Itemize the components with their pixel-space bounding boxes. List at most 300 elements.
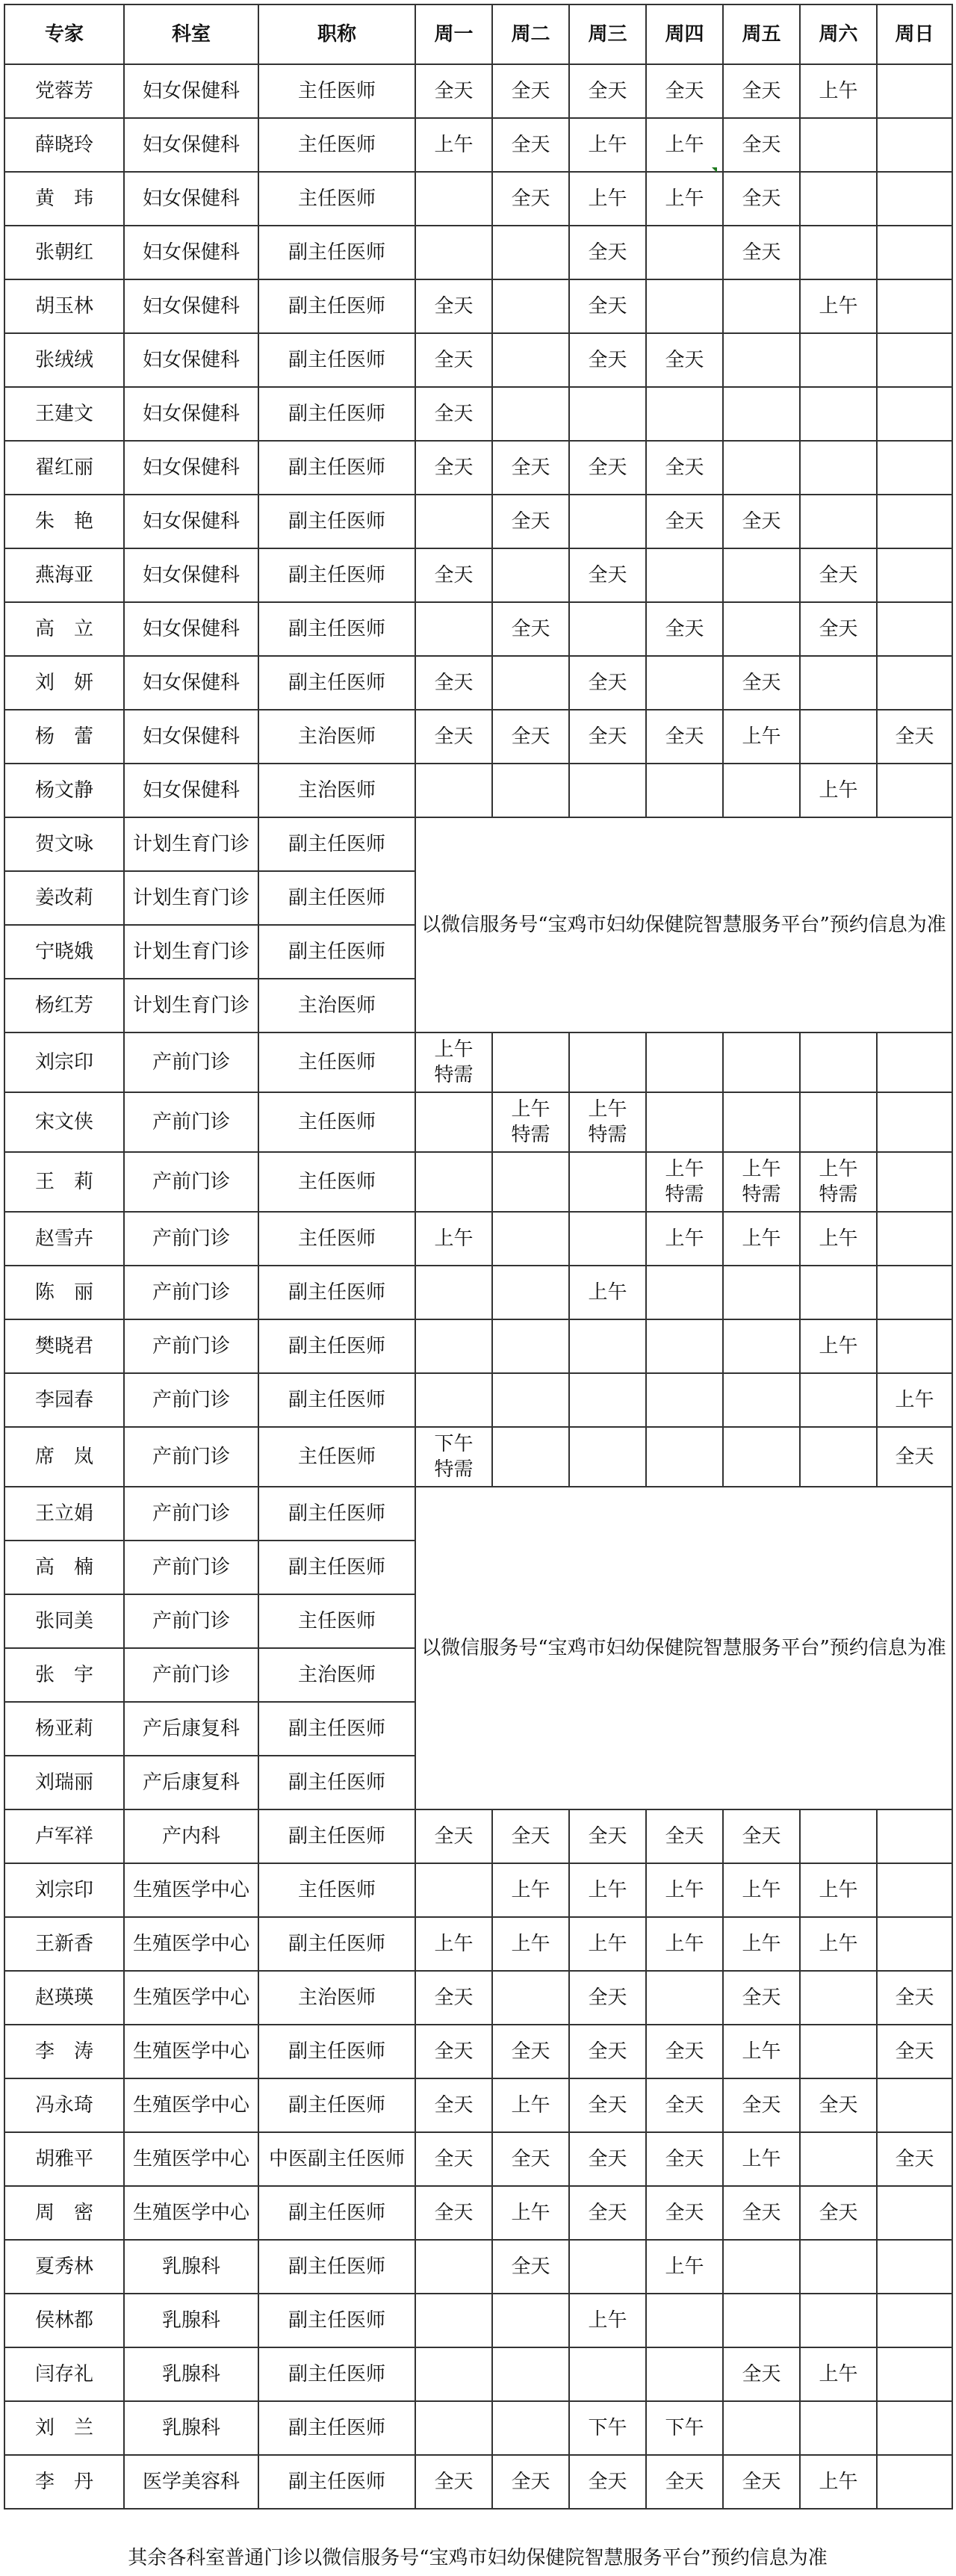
schedule-cell-tue: 全天: [492, 64, 569, 118]
schedule-cell-mon: 全天: [415, 1971, 492, 2025]
professional-title: 副主任医师: [258, 2401, 415, 2455]
schedule-cell-mon: [415, 1032, 492, 1092]
schedule-cell-thu: 全天: [646, 1809, 723, 1863]
professional-title: 主治医师: [258, 1648, 415, 1702]
table-row: [4, 2078, 952, 2132]
schedule-cell-sat: [800, 1373, 877, 1427]
schedule-cell-mon: 全天: [415, 710, 492, 764]
session-label: 上午: [588, 1098, 627, 1121]
schedule-cell-mon: 全天: [415, 1809, 492, 1863]
schedule-cell-tue: 全天: [492, 441, 569, 495]
department: 生殖医学中心: [124, 2025, 258, 2078]
schedule-cell-wed: 全天: [569, 2132, 646, 2186]
schedule-cell-tue: [492, 764, 569, 817]
department: 产前门诊: [124, 1427, 258, 1487]
schedule-cell-sun: [877, 64, 952, 118]
schedule-cell-tue: [492, 1032, 569, 1092]
professional-title: 主任医师: [258, 64, 415, 118]
expert-name: 姜改莉: [4, 871, 124, 925]
schedule-cell-mon: [415, 1152, 492, 1212]
department: 产前门诊: [124, 1594, 258, 1648]
schedule-cell-sun: [877, 2347, 952, 2401]
schedule-cell-mon: 全天: [415, 441, 492, 495]
schedule-cell-sat: 全天: [800, 602, 877, 656]
schedule-cell-sun: [877, 2078, 952, 2132]
schedule-cell-thu: 全天: [646, 2186, 723, 2240]
expert-name: 卢军祥: [4, 1809, 124, 1863]
schedule-cell-tue: 全天: [492, 2240, 569, 2294]
department: 生殖医学中心: [124, 2186, 258, 2240]
department: 产内科: [124, 1809, 258, 1863]
schedule-cell-thu: 上午: [646, 2240, 723, 2294]
professional-title: 副主任医师: [258, 2455, 415, 2509]
table-row: [4, 1917, 952, 1971]
schedule-cell-sat: [800, 387, 877, 441]
schedule-cell-wed: 上午: [569, 1863, 646, 1917]
schedule-cell-thu: 上午: [646, 1917, 723, 1971]
schedule-cell-tue: 全天: [492, 1809, 569, 1863]
schedule-cell-sun: [877, 441, 952, 495]
schedule-cell-wed: [569, 1373, 646, 1427]
special-clinic-label: 特需: [434, 1064, 474, 1086]
schedule-cell-sat: [800, 1092, 877, 1152]
schedule-cell-sun: 上午: [877, 1373, 952, 1427]
table-row: [4, 441, 952, 495]
department: 产前门诊: [124, 1212, 258, 1266]
schedule-cell-tue: 上午: [492, 1917, 569, 1971]
schedule-cell-fri: 全天: [723, 118, 800, 172]
professional-title: 副主任医师: [258, 602, 415, 656]
schedule-cell-thu: [646, 1427, 723, 1487]
schedule-cell-thu: 上午: [646, 172, 723, 226]
booking-notice: 以微信服务号“宝鸡市妇幼保健院智慧服务平台”预约信息为准: [415, 1487, 952, 1809]
table-row: [4, 2240, 952, 2294]
schedule-cell-thu: [646, 1266, 723, 1319]
schedule-cell-sun: [877, 2240, 952, 2294]
table-row: [4, 548, 952, 602]
expert-name: 张同美: [4, 1594, 124, 1648]
session-label: 上午: [819, 1158, 858, 1180]
schedule-cell-thu: [646, 1971, 723, 2025]
schedule-cell-fri: [723, 1152, 800, 1212]
schedule-cell-tue: 全天: [492, 2455, 569, 2509]
expert-name: 刘宗印: [4, 1032, 124, 1092]
schedule-cell-sun: [877, 1212, 952, 1266]
professional-title: 副主任医师: [258, 2186, 415, 2240]
expert-name: 刘瑞丽: [4, 1756, 124, 1809]
schedule-cell-sat: [800, 2401, 877, 2455]
expert-name: 赵雪卉: [4, 1212, 124, 1266]
schedule-cell-wed: 上午: [569, 1917, 646, 1971]
header-sunday: 周日: [877, 4, 952, 64]
professional-title: 副主任医师: [258, 333, 415, 387]
professional-title: 副主任医师: [258, 656, 415, 710]
schedule-cell-fri: [723, 1092, 800, 1152]
schedule-cell-sun: [877, 1266, 952, 1319]
schedule-cell-fri: 全天: [723, 495, 800, 548]
schedule-cell-sun: [877, 548, 952, 602]
schedule-cell-tue: 全天: [492, 602, 569, 656]
professional-title: 主治医师: [258, 979, 415, 1032]
schedule-cell-wed: [569, 1212, 646, 1266]
professional-title: 副主任医师: [258, 871, 415, 925]
professional-title: 副主任医师: [258, 1266, 415, 1319]
schedule-cell-thu: [646, 387, 723, 441]
professional-title: 副主任医师: [258, 2347, 415, 2401]
schedule-cell-sat: [800, 172, 877, 226]
special-clinic-label: 特需: [819, 1183, 858, 1206]
schedule-cell-mon: 全天: [415, 2078, 492, 2132]
schedule-cell-thu: [646, 2294, 723, 2347]
expert-name: 王立娟: [4, 1487, 124, 1541]
professional-title: 副主任医师: [258, 387, 415, 441]
schedule-cell-fri: 全天: [723, 226, 800, 279]
professional-title: 副主任医师: [258, 279, 415, 333]
schedule-cell-sat: [800, 1266, 877, 1319]
schedule-cell-tue: [492, 1319, 569, 1373]
schedule-cell-sun: [877, 333, 952, 387]
schedule-cell-wed: [569, 1427, 646, 1487]
schedule-cell-mon: 全天: [415, 548, 492, 602]
schedule-cell-mon: [415, 764, 492, 817]
table-row: [4, 1152, 952, 1212]
schedule-cell-mon: [415, 1427, 492, 1487]
department: 生殖医学中心: [124, 1971, 258, 2025]
schedule-cell-sun: [877, 2294, 952, 2347]
schedule-cell-sun: [877, 764, 952, 817]
schedule-cell-sat: [800, 2294, 877, 2347]
schedule-cell-tue: 全天: [492, 710, 569, 764]
schedule-cell-wed: 下午: [569, 2401, 646, 2455]
department: 产前门诊: [124, 1266, 258, 1319]
header-friday: 周五: [723, 4, 800, 64]
schedule-cell-sat: [800, 1152, 877, 1212]
expert-name: 胡玉林: [4, 279, 124, 333]
schedule-cell-wed: 全天: [569, 279, 646, 333]
expert-name: 胡雅平: [4, 2132, 124, 2186]
department: 妇女保健科: [124, 710, 258, 764]
department: 产后康复科: [124, 1756, 258, 1809]
schedule-cell-tue: [492, 1092, 569, 1152]
schedule-cell-fri: [723, 2240, 800, 2294]
professional-title: 副主任医师: [258, 1319, 415, 1373]
schedule-cell-wed: [569, 495, 646, 548]
schedule-cell-tue: [492, 1971, 569, 2025]
professional-title: 副主任医师: [258, 1702, 415, 1756]
schedule-cell-wed: 全天: [569, 710, 646, 764]
header-department: 科室: [124, 4, 258, 64]
table-row: [4, 2401, 952, 2455]
schedule-cell-mon: 全天: [415, 387, 492, 441]
expert-name: 宁晓娥: [4, 925, 124, 979]
header-saturday: 周六: [800, 4, 877, 64]
schedule-cell-mon: [415, 1266, 492, 1319]
schedule-cell-sun: [877, 226, 952, 279]
schedule-cell-wed: 全天: [569, 548, 646, 602]
professional-title: 副主任医师: [258, 817, 415, 871]
department: 产前门诊: [124, 1092, 258, 1152]
department: 计划生育门诊: [124, 817, 258, 871]
department: 妇女保健科: [124, 64, 258, 118]
table-row: [4, 172, 952, 226]
expert-name: 侯林都: [4, 2294, 124, 2347]
department: 计划生育门诊: [124, 979, 258, 1032]
schedule-cell-sat: [800, 1032, 877, 1092]
table-row: [4, 1487, 952, 1541]
schedule-cell-tue: [492, 656, 569, 710]
session-label: 下午: [434, 1433, 474, 1455]
schedule-cell-fri: [723, 1427, 800, 1487]
expert-name: 杨亚莉: [4, 1702, 124, 1756]
schedule-cell-sat: [800, 226, 877, 279]
expert-name: 陈 丽: [4, 1266, 124, 1319]
schedule-cell-thu: 全天: [646, 64, 723, 118]
expert-name: 杨文静: [4, 764, 124, 817]
schedule-cell-fri: [723, 2294, 800, 2347]
expert-name: 刘 妍: [4, 656, 124, 710]
department: 妇女保健科: [124, 226, 258, 279]
schedule-cell-sat: 全天: [800, 2186, 877, 2240]
table-row: [4, 1212, 952, 1266]
professional-title: 副主任医师: [258, 1541, 415, 1594]
schedule-cell-sat: [800, 656, 877, 710]
schedule-cell-tue: 全天: [492, 495, 569, 548]
schedule-cell-sun: [877, 1152, 952, 1212]
expert-name: 王 莉: [4, 1152, 124, 1212]
schedule-cell-sun: [877, 1319, 952, 1373]
schedule-cell-sun: [877, 387, 952, 441]
schedule-cell-sat: [800, 1809, 877, 1863]
expert-name: 赵瑛瑛: [4, 1971, 124, 2025]
schedule-cell-wed: 全天: [569, 64, 646, 118]
professional-title: 主任医师: [258, 1092, 415, 1152]
schedule-cell-thu: [646, 1032, 723, 1092]
expert-name: 党蓉芳: [4, 64, 124, 118]
table-row: [4, 279, 952, 333]
schedule-cell-sun: [877, 2186, 952, 2240]
table-row: [4, 387, 952, 441]
professional-title: 主任医师: [258, 118, 415, 172]
professional-title: 副主任医师: [258, 925, 415, 979]
schedule-cell-thu: [646, 226, 723, 279]
schedule-cell-thu: [646, 1319, 723, 1373]
schedule-cell-sun: [877, 1032, 952, 1092]
schedule-cell-sat: 上午: [800, 279, 877, 333]
department: 生殖医学中心: [124, 1863, 258, 1917]
professional-title: 副主任医师: [258, 495, 415, 548]
schedule-cell-tue: [492, 226, 569, 279]
schedule-cell-mon: [415, 1092, 492, 1152]
expert-name: 高 立: [4, 602, 124, 656]
schedule-cell-wed: [569, 1092, 646, 1152]
professional-title: 主治医师: [258, 710, 415, 764]
table-row: [4, 817, 952, 871]
schedule-cell-wed: [569, 764, 646, 817]
header-wednesday: 周三: [569, 4, 646, 64]
table-row: [4, 495, 952, 548]
schedule-cell-mon: 全天: [415, 333, 492, 387]
professional-title: 中医副主任医师: [258, 2132, 415, 2186]
schedule-cell-wed: 全天: [569, 2455, 646, 2509]
department: 妇女保健科: [124, 495, 258, 548]
table-row: [4, 333, 952, 387]
professional-title: 主任医师: [258, 1594, 415, 1648]
department: 妇女保健科: [124, 441, 258, 495]
schedule-cell-mon: [415, 226, 492, 279]
schedule-cell-sat: 上午: [800, 1212, 877, 1266]
cell-corner-mark: [712, 167, 717, 173]
schedule-cell-mon: [415, 2294, 492, 2347]
expert-name: 王新香: [4, 1917, 124, 1971]
schedule-cell-thu: 全天: [646, 602, 723, 656]
schedule-cell-wed: 上午: [569, 118, 646, 172]
schedule-cell-wed: [569, 1152, 646, 1212]
schedule-cell-wed: [569, 602, 646, 656]
schedule-cell-tue: [492, 548, 569, 602]
schedule-cell-wed: 上午: [569, 1266, 646, 1319]
schedule-cell-sun: 全天: [877, 1427, 952, 1487]
schedule-cell-tue: [492, 1152, 569, 1212]
schedule-cell-sun: [877, 656, 952, 710]
table-row: [4, 656, 952, 710]
schedule-cell-mon: [415, 172, 492, 226]
header-expert: 专家: [4, 4, 124, 64]
expert-name: 周 密: [4, 2186, 124, 2240]
schedule-cell-fri: [723, 333, 800, 387]
department: 生殖医学中心: [124, 1917, 258, 1971]
department: 妇女保健科: [124, 118, 258, 172]
schedule-cell-tue: [492, 279, 569, 333]
table-row: [4, 2132, 952, 2186]
expert-name: 樊晓君: [4, 1319, 124, 1373]
schedule-cell-sun: [877, 118, 952, 172]
professional-title: 副主任医师: [258, 2240, 415, 2294]
schedule-cell-tue: 上午: [492, 2078, 569, 2132]
schedule-cell-sat: 上午: [800, 2347, 877, 2401]
schedule-cell-tue: [492, 1266, 569, 1319]
schedule-cell-thu: 全天: [646, 710, 723, 764]
schedule-cell-tue: 全天: [492, 2132, 569, 2186]
schedule-cell-sat: [800, 2240, 877, 2294]
department: 产前门诊: [124, 1319, 258, 1373]
header-row: [4, 4, 952, 64]
schedule-cell-fri: [723, 1319, 800, 1373]
schedule-cell-thu: [646, 656, 723, 710]
schedule-cell-fri: 上午: [723, 2132, 800, 2186]
table-row: [4, 2455, 952, 2509]
department: 产前门诊: [124, 1648, 258, 1702]
header-monday: 周一: [415, 4, 492, 64]
schedule-cell-sat: [800, 333, 877, 387]
expert-name: 冯永琦: [4, 2078, 124, 2132]
schedule-cell-sun: [877, 172, 952, 226]
expert-name: 薛晓玲: [4, 118, 124, 172]
schedule-cell-sat: [800, 1971, 877, 2025]
schedule-cell-sat: 上午: [800, 764, 877, 817]
expert-name: 刘 兰: [4, 2401, 124, 2455]
department: 产前门诊: [124, 1541, 258, 1594]
schedule-cell-fri: [723, 548, 800, 602]
department: 产前门诊: [124, 1152, 258, 1212]
schedule-body: [4, 64, 952, 2509]
expert-name: 黄 玮: [4, 172, 124, 226]
professional-title: 主治医师: [258, 764, 415, 817]
schedule-cell-tue: 上午: [492, 2186, 569, 2240]
schedule-cell-sun: 全天: [877, 2025, 952, 2078]
professional-title: 副主任医师: [258, 2294, 415, 2347]
table-row: [4, 2347, 952, 2401]
expert-schedule-table: [4, 4, 953, 2510]
schedule-cell-thu: [646, 2347, 723, 2401]
schedule-cell-sat: 上午: [800, 64, 877, 118]
special-clinic-label: 特需: [434, 1458, 474, 1481]
schedule-cell-sun: [877, 2455, 952, 2509]
schedule-cell-fri: 全天: [723, 172, 800, 226]
schedule-cell-thu: 全天: [646, 2132, 723, 2186]
table-row: [4, 1373, 952, 1427]
schedule-cell-mon: 上午: [415, 1917, 492, 1971]
schedule-cell-thu: [646, 1152, 723, 1212]
schedule-cell-fri: [723, 279, 800, 333]
schedule-cell-fri: [723, 387, 800, 441]
schedule-cell-fri: 全天: [723, 2347, 800, 2401]
schedule-cell-wed: 全天: [569, 226, 646, 279]
schedule-cell-sat: [800, 1427, 877, 1487]
special-clinic-label: 特需: [665, 1183, 704, 1206]
schedule-cell-mon: [415, 495, 492, 548]
department: 生殖医学中心: [124, 2132, 258, 2186]
schedule-cell-wed: 全天: [569, 441, 646, 495]
expert-name: 席 岚: [4, 1427, 124, 1487]
schedule-cell-thu: 全天: [646, 2455, 723, 2509]
expert-name: 刘宗印: [4, 1863, 124, 1917]
schedule-cell-mon: 全天: [415, 2186, 492, 2240]
schedule-cell-fri: [723, 1032, 800, 1092]
department: 乳腺科: [124, 2294, 258, 2347]
table-row: [4, 1427, 952, 1487]
professional-title: 主任医师: [258, 1427, 415, 1487]
expert-name: 杨 蕾: [4, 710, 124, 764]
schedule-cell-sat: 上午: [800, 1863, 877, 1917]
schedule-cell-mon: [415, 1319, 492, 1373]
schedule-cell-tue: 全天: [492, 2025, 569, 2078]
professional-title: 副主任医师: [258, 1809, 415, 1863]
schedule-cell-thu: 全天: [646, 333, 723, 387]
expert-name: 杨红芳: [4, 979, 124, 1032]
schedule-cell-tue: [492, 387, 569, 441]
schedule-cell-fri: [723, 441, 800, 495]
schedule-cell-wed: [569, 2240, 646, 2294]
table-row: [4, 764, 952, 817]
table-row: [4, 226, 952, 279]
professional-title: 副主任医师: [258, 2025, 415, 2078]
schedule-cell-wed: 全天: [569, 1809, 646, 1863]
schedule-cell-sat: [800, 495, 877, 548]
expert-name: 张绒绒: [4, 333, 124, 387]
professional-title: 副主任医师: [258, 2078, 415, 2132]
table-row: [4, 2025, 952, 2078]
schedule-cell-sun: [877, 1917, 952, 1971]
professional-title: 副主任医师: [258, 1917, 415, 1971]
expert-name: 宋文侠: [4, 1092, 124, 1152]
schedule-cell-mon: [415, 2240, 492, 2294]
schedule-cell-sun: 全天: [877, 1971, 952, 2025]
expert-name: 张 宇: [4, 1648, 124, 1702]
footer-note: 其余各科室普通门诊以微信服务号“宝鸡市妇幼保健院智慧服务平台”预约信息为准: [128, 2547, 828, 2569]
table-row: [4, 1032, 952, 1092]
department: 妇女保健科: [124, 387, 258, 441]
expert-name: 李 涛: [4, 2025, 124, 2078]
